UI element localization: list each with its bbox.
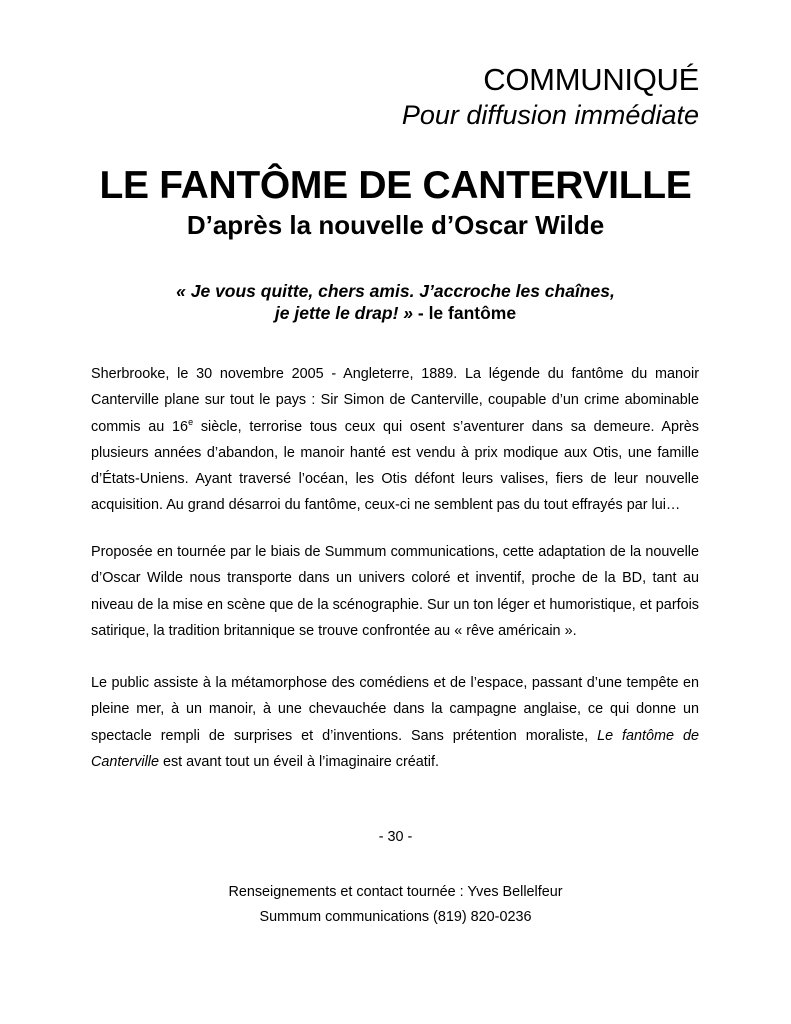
paragraph-3-text-b: est avant tout un éveil à l’imaginaire créatif. xyxy=(158,753,439,770)
paragraph-3-text-a: Le public assiste à la métamorphose des comédiens et de l’espace, passant d’une tempête en pleine mer, à un manoir, à une chevauchée dans la campagne anglaise, ce qui donne un spectacle rempli de surprises et d’inventions. Sans prétention moraliste, xyxy=(91,675,699,744)
quote-line-2 xyxy=(0,302,791,324)
paragraph-3 xyxy=(91,670,699,775)
quote-attribution: - le fantôme xyxy=(413,303,517,323)
quote-line-1: « Je vous quitte, chers amis. J’accroche les chaînes, xyxy=(176,281,615,301)
paragraph-2 xyxy=(91,539,699,644)
paragraph-2-text: Proposée en tournée par le biais de Summum communications, cette adaptation de la nouvelle d’Oscar Wilde nous transporte dans un univers coloré et inventif, proche de la BD, tant au niveau de la mise en scène que de la scénographie. Sur un ton léger et humoristique, et parfois satirique, la tradition britannique se trouve confrontée au « rêve américain ». xyxy=(91,544,699,639)
paragraph-3-show-title: Le fantôme de Canterville xyxy=(91,727,700,770)
quote-line-2-text: je jette le drap! » xyxy=(274,303,414,323)
paragraph-1-text-a: Sherbrooke, le 30 novembre 2005 - Angleterre, 1889. La légende du fantôme du manoir Canterville plane sur tout le pays : Sir Simon de Canterville, coupable d’un crime abominable commis au 16 xyxy=(91,366,699,435)
paragraph-1-text-b: siècle, terrorise tous ceux qui osent s’aventurer dans sa demeure. Après plusieurs années d’abandon, le manoir hanté est vendu à prix modique aux Otis, une famille d’États-Uniens. Ayant traversé l’océan, les Otis défont leurs valises, fiers de leur nouvelle acquisition. Au grand désarroi du fantôme, ceux-ci ne semblent pas du tout effrayés par lui… xyxy=(91,418,699,514)
page-subtitle: D’après la nouvelle d’Oscar Wilde xyxy=(186,210,605,240)
contact-line-2: Summum communications (819) 820-0236 xyxy=(259,909,532,925)
paragraph-1-superscript: e xyxy=(188,416,194,427)
header-block xyxy=(402,62,699,132)
paragraph-1 xyxy=(91,361,699,519)
contact-block xyxy=(0,880,791,930)
contact-line-1: Renseignements et contact tournée : Yves Bellelfeur xyxy=(228,884,563,900)
quote-block xyxy=(0,280,791,324)
communique-heading: COMMUNIQUÉ xyxy=(483,62,699,97)
diffusion-subheading: Pour diffusion immédiate xyxy=(401,100,699,130)
page-number: - 30 - xyxy=(378,829,413,845)
title-block xyxy=(0,163,791,240)
page-title: LE FANTÔME DE CANTERVILLE xyxy=(99,164,692,207)
